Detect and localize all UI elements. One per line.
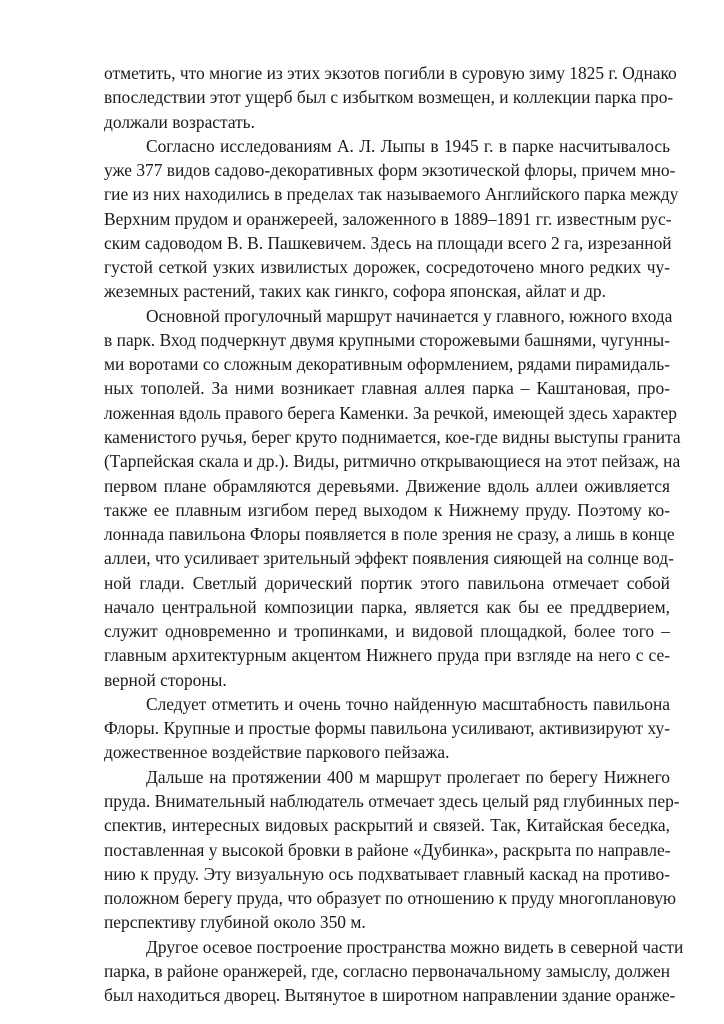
paragraph	[104, 304, 681, 692]
text-line: аллеи, что усиливает зрительный эффект появления сияющей на солнце вод-	[104, 548, 674, 569]
text-line: верной стороны.	[104, 669, 227, 690]
text-line: отметить, что многие из этих экзотов погибли в суровую зиму 1825 г. Однако	[104, 63, 677, 83]
text-line: (Тарпейская скала и др.). Виды, ритмично открывающиеся на этот пейзаж, на	[104, 451, 681, 472]
text-line: густой сеткой узких извилистых дорожек, сосредоточено много редких чу-	[104, 257, 670, 278]
text-line: Дальше на протяжении 400 м маршрут пролегает по берегу Нижнего	[146, 766, 670, 787]
text-line: ных тополей. За ними возникает главная аллея парка – Каштановая, про-	[104, 378, 670, 399]
text-line: также ее плавным изгибом перед выходом к Нижнему пруду. Поэтому ко-	[104, 499, 670, 520]
paragraph	[104, 692, 670, 765]
paragraph	[104, 935, 684, 1008]
text-line: Основной прогулочный маршрут начинается у главного, южного входа	[146, 305, 673, 326]
text-line: ми воротами со сложным декоративным оформлением, рядами пирамидаль-	[104, 354, 670, 375]
text-line: гие из них находились в пределах так называемого Английского парка между	[104, 184, 679, 205]
text-line: Согласно исследованиям А. Л. Лыпы в 1945 г. в парке насчитывалось	[146, 135, 670, 156]
text-line: ложенная вдоль правого берега Каменки. За речкой, имеющей здесь характер	[104, 402, 677, 423]
text-line: главным архитектурным акцентом Нижнего пруда при взгляде на него с се-	[104, 645, 670, 666]
text-line: впоследствии этот ущерб был с избытком возмещен, и коллекции парка про-	[104, 87, 674, 108]
text-line: каменистого ручья, берег круто поднимается, кое-где видны выступы гранита	[104, 426, 681, 447]
text-line: служит одновременно и тропинками, и видовой площадкой, более того –	[104, 621, 670, 642]
text-line: поставленная у высокой бровки в районе «Дубинка», раскрыта по направле-	[104, 839, 671, 860]
text-line: в парк. Вход подчеркнут двумя крупными сторожевыми башнями, чугунны-	[104, 329, 670, 350]
text-line: нию к пруду. Эту визуальную ось подхватывает главный каскад на противо-	[104, 863, 670, 884]
paragraph	[104, 134, 679, 304]
text-line: Следует отметить и очень точно найденную масштабность павильона	[146, 693, 670, 714]
text-line: парка, в районе оранжерей, где, согласно первоначальному замыслу, должен	[104, 960, 670, 981]
text-line: дожественное воздействие паркового пейзажа.	[104, 742, 450, 763]
text-line: был находиться дворец. Вытянутое в широтном направлении здание оранже-	[104, 985, 676, 1006]
text-line: первом плане обрамляются деревьями. Движение вдоль аллеи оживляется	[104, 475, 670, 496]
paragraph	[104, 61, 677, 134]
text-line: Верхним прудом и оранжереей, заложенного в 1889–1891 гг. известным рус-	[104, 208, 672, 229]
text-line: Флоры. Крупные и простые формы павильона усиливают, активизируют ху-	[104, 718, 670, 739]
paragraph	[104, 765, 680, 935]
text-line: ским садоводом В. В. Пашкевичем. Здесь на площади всего 2 га, изрезанной	[104, 232, 672, 253]
text-line: положном берегу пруда, что образует по отношению к пруду многоплановую	[104, 888, 677, 909]
text-line: пруда. Внимательный наблюдатель отмечает здесь целый ряд глубинных пер-	[104, 790, 680, 811]
text-line: перспективу глубиной около 350 м.	[104, 912, 366, 933]
body-text	[104, 61, 684, 1007]
text-line: лоннада павильона Флоры появляется в поле зрения не сразу, а лишь в конце	[104, 524, 675, 545]
text-line: должали возрастать.	[104, 111, 255, 132]
text-line: начало центральной композиции парка, является как бы ее преддверием,	[104, 596, 670, 617]
text-line: жеземных растений, таких как гинкго, софора японская, айлат и др.	[104, 281, 606, 302]
text-line: Другое осевое построение пространства можно видеть в северной части	[146, 936, 684, 957]
text-line: уже 377 видов садово-декоративных форм экзотической флоры, причем мно-	[104, 160, 676, 181]
text-line: ной глади. Светлый дорический портик этого павильона отмечает собой	[104, 572, 670, 593]
text-line: спектив, интересных видовых раскрытий и связей. Так, Китайская беседка,	[104, 815, 670, 836]
